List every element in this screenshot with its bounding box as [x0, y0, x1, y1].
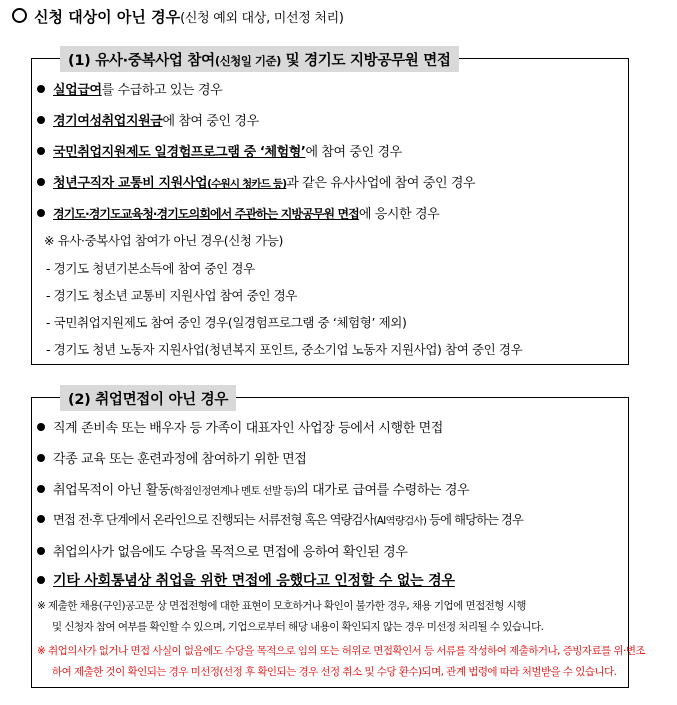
allowed-item: - 국민취업지원제도 참여 중인 경우(일경험프로그램 중 ‘체험형’ 제외): [46, 315, 407, 330]
bullet-icon: [37, 576, 45, 584]
allowed-note: ※ 유사·중복사업 참여가 아닌 경우(신청 가능): [44, 233, 283, 248]
section2-heading: (2) 취업면접이 아닌 경우: [60, 385, 236, 411]
list-item: 취업의사가 없음에도 수당을 목적으로 면접에 응하여 확인된 경우: [37, 541, 407, 560]
title-sub: (신청 예외 대상, 미선정 처리): [180, 11, 344, 26]
page-title: [12, 6, 344, 27]
allowed-item: - 경기도 청소년 교통비 지원사업 참여 중인 경우: [46, 288, 297, 303]
section1-heading: (1) 유사·중복사업 참여(신청일 기준) 및 경기도 지방공무원 면접: [60, 46, 459, 72]
verification-note: ※ 제출한 채용(구인)공고문 상 면접전형에 대한 표현이 모호하거나 확인이 불가한 경우, 채용 기업에 면접전형 시행 및 신청자 참여 여부를 확인할 수 있으며, 기업으로부터 해당 내용이 확인되지 않는 경우 미선정 처리될 수 있습니다.: [37, 600, 544, 633]
list-item: 청년구직자 교통비 지원사업(수원시 청카드 등)과 같은 유사사업에 참여 중인 경우: [37, 172, 475, 191]
section-non-job-interview: [31, 392, 646, 688]
bullet-icon: [37, 178, 45, 186]
bullet-icon: [37, 116, 45, 124]
list-item: 직계 존비속 또는 배우자 등 가족이 대표자인 사업장 등에서 시행한 면접: [37, 417, 443, 436]
bullet-icon: [37, 515, 45, 523]
bullet-icon: [37, 85, 45, 93]
bullet-icon: [37, 423, 45, 431]
bullet-icon: [37, 454, 45, 462]
list-item: 면접 전·후 단계에서 온라인으로 진행되는 서류전형 혹은 역량검사(AI역량검사) 등에 해당하는 경우: [37, 510, 523, 528]
list-item: 국민취업지원제도 일경험프로그램 중 ‘체험형’에 참여 중인 경우: [37, 141, 402, 160]
allowed-item: - 경기도 청년 노동자 지원사업(청년복지 포인트, 중소기업 노동자 지원사업) 참여 중인 경우: [46, 342, 523, 357]
hollow-circle-icon: [12, 8, 27, 23]
list-item: 실업급여를 수급하고 있는 경우: [37, 79, 222, 98]
bullet-icon: [37, 147, 45, 155]
bullet-icon: [37, 547, 45, 555]
section-duplicate-programs: [31, 53, 629, 365]
list-item: 경기여성취업지원금에 참여 중인 경우: [37, 110, 259, 129]
list-item-emphasis: 기타 사회통념상 취업을 위한 면접에 응했다고 인정할 수 없는 경우: [37, 570, 455, 590]
penalty-warning: ※ 취업의사가 없거나 면접 사실이 없음에도 수당을 목적으로 임의 또는 허위로 면접확인서 등 서류를 작성하여 제출하거나, 증빙자료를 위·변조 하여 제출한 것이 확인되는 경우 미선정(선정 후 확인되는 경우 선정 취소 및 수당 환수)되며, 관계 법령에 따라 처벌받을 수 있습니다.: [37, 645, 646, 678]
list-item: 취업목적이 아닌 활동(학점인정연계나 멘토 선발 등)의 대가로 급여를 수령하는 경우: [37, 479, 469, 498]
list-item: 각종 교육 또는 훈련과정에 참여하기 위한 면접: [37, 448, 306, 467]
title-main: 신청 대상이 아닌 경우: [34, 8, 181, 26]
bullet-icon: [37, 485, 45, 493]
bullet-icon: [37, 209, 45, 217]
allowed-item: - 경기도 청년기본소득에 참여 중인 경우: [46, 261, 255, 276]
list-item: 경기도·경기도교육청·경기도의회에서 주관하는 지방공무원 면접에 응시한 경우: [37, 203, 439, 222]
